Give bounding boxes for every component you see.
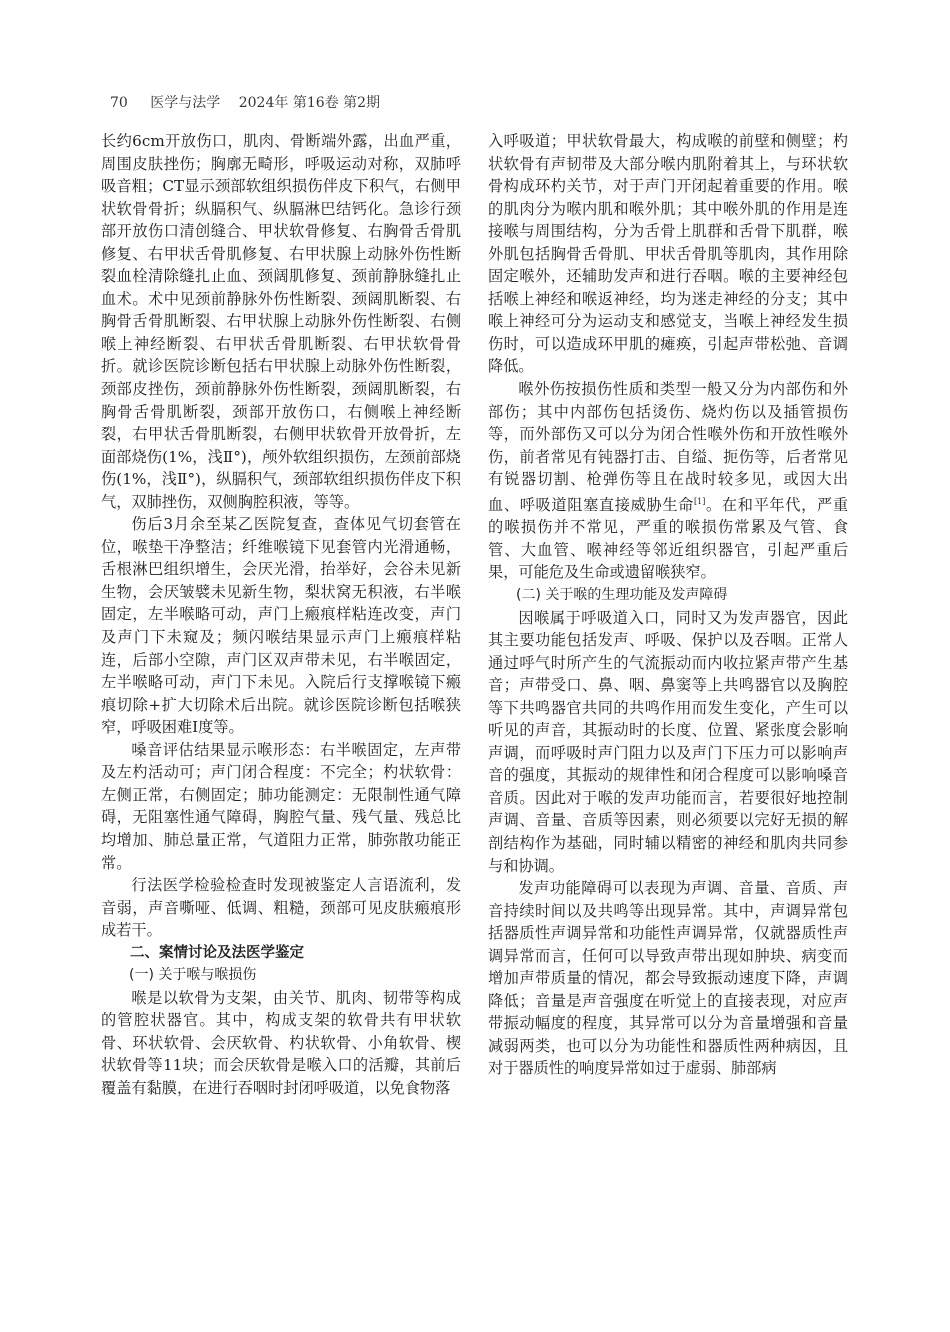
paragraph: 入呼吸道；甲状软骨最大，构成喉的前壁和侧壁；杓状软骨有声韧带及大部分喉内肌附着其上，与环状软骨构成环杓关节，对于声门开闭起着重要的作用。喉的肌肉分为喉内肌和喉外肌；其中喉外肌的作用是连接喉与周围结构，分为舌骨上肌群和舌骨下肌群，喉外肌包括胸骨舌骨肌、甲状舌骨肌等肌肉，其作用除固定喉外，还辅助发声和进行吞咽。喉的主要神经包括喉上神经和喉返神经，均为迷走神经的分支；其中喉上神经可分为运动支和感觉支，当喉上神经发生损伤时，可以造成环甲肌的瘫痪，引起声带松弛、音调降低。 bbox=[488, 132, 848, 376]
subsection-heading: (二) 关于喉的生理功能及发声障碍 bbox=[516, 587, 728, 603]
running-header bbox=[110, 92, 394, 112]
page-number: 70 bbox=[110, 95, 128, 111]
paragraph-text: 喉外伤按损伤性质和类型一般又分为内部伤和外部伤；其中内部伤包括烫伤、烧灼伤以及插管损伤等，而外部伤又可以分为闭合性喉外伤和开放性喉外伤，前者常见有钝器打击、自缢、扼伤等，后者常见有锐器切割、枪弹伤等且在战时较多见，或因大出血、呼吸道阻塞直接威胁生命 bbox=[488, 380, 848, 514]
left-column bbox=[101, 130, 461, 1250]
paragraph: 因喉属于呼吸道入口，同时又为发声器官，因此其主要功能包括发声、呼吸、保护以及吞咽。正常人通过呼气时所产生的气流振动而内收拉紧声带产生基音；声带受口、鼻、咽、鼻窦等上共鸣器官以及胸腔等下共鸣器官共同的共鸣作用而发生变化，产生可以听见的声音，其振动时的长度、位置、紧张度会影响声调，而呼吸时声门阻力以及声门下压力可以影响声音的强度，其振动的规律性和闭合程度可以影响嗓音音质。因此对于喉的发声功能而言，若要很好地控制声调、音量、音质等因素，则必须要以完好无损的解剖结构作为基础，同时辅以精密的神经和肌肉共同参与和协调。 bbox=[488, 608, 848, 875]
issue-info: 2024年 第16卷 第2期 bbox=[238, 95, 380, 111]
paragraph: 伤后3月余至某乙医院复查，查体见气切套管在位，喉垫干净整洁；纤维喉镜下见套管内光滑通畅，舌根淋巴组织增生，会厌光滑，抬举好，会谷未见新生物，会厌皱襞未见新生物，梨状窝无积液，右半喉固定，左半喉略可动，声门上瘢痕样粘连改变，声门及声门下未窥及；频闪喉结果显示声门上瘢痕样粘连，后部小空隙，声门区双声带未见，右半喉固定，左半喉略可动，声门下未见。入院后行支撑喉镜下瘢痕切除+扩大切除术后出院。就诊医院诊断包括喉狭窄，呼吸困难Ⅰ度等。 bbox=[101, 515, 461, 737]
paragraph: 长约6cm开放伤口，肌肉、骨断端外露，出血严重，周围皮肤挫伤；胸廓无畸形，呼吸运动对称，双肺呼吸音粗；CT显示颈部软组织损伤伴皮下积气，右侧甲状软骨骨折；纵膈积气、纵膈淋巴结钙化。急诊行颈部开放伤口清创缝合、甲状软骨修复、右胸骨舌骨肌修复、右甲状舌骨肌修复、右甲状腺上动脉外伤性断裂血栓清除缝扎止血、颈阔肌修复、颈前静脉缝扎止血术。术中见颈前静脉外伤性断裂、颈阔肌断裂、右胸骨舌骨肌断裂、右甲状腺上动脉外伤性断裂、右侧喉上神经断裂、右甲状舌骨肌断裂、右甲状软骨骨折。就诊医院诊断包括右甲状腺上动脉外伤性断裂，颈部皮挫伤，颈前静脉外伤性断裂，颈阔肌断裂，右胸骨舌骨肌断裂，颈部开放伤口，右侧喉上神经断裂，右甲状舌骨肌断裂，右侧甲状软骨开放骨折，左面部烧伤(1%，浅Ⅱ°)，颅外软组织损伤，左颈前部烧伤(1%，浅Ⅱ°)，纵膈积气，颈部软组织损伤伴皮下积气，双肺挫伤，双侧胸腔积液，等等。 bbox=[101, 132, 461, 511]
citation-ref[interactable]: [1] bbox=[694, 496, 706, 506]
journal-name: 医学与法学 bbox=[150, 95, 221, 111]
paragraph: 发声功能障碍可以表现为声调、音量、音质、声音持续时间以及共鸣等出现异常。其中，声调异常包括器质性声调异常和功能性声调异常，仅就器质性声调异常而言，任何可以导致声带出现如肿块、病变而增加声带质量的情况，都会导致振动速度下降，声调降低；音量是声音强度在听觉上的直接表现，对应声带振动幅度的程度，其异常可以分为音量增强和音量减弱两类，也可以分为功能性和器质性两种病因，且对于器质性的响度异常如过于虚弱、肺部病 bbox=[488, 879, 848, 1078]
paragraph: 行法医学检验检查时发现被鉴定人言语流利，发音弱，声音嘶哑、低调、粗糙，颈部可见皮肤瘢痕形成若干。 bbox=[101, 876, 461, 940]
paragraph bbox=[488, 378, 848, 584]
subsection-heading: (一) 关于喉与喉损伤 bbox=[129, 967, 257, 984]
right-column bbox=[488, 130, 848, 1250]
paragraph: 嗓音评估结果显示喉形态：右半喉固定，左声带及左杓活动可；声门闭合程度：不完全；杓状软骨：左侧正常，右侧固定；肺功能测定：无限制性通气障碍，无阻塞性通气障碍，胸腔气量、残气量、残总比均增加、肺总量正常，气道阻力正常，肺弥散功能正常。 bbox=[101, 740, 461, 872]
paragraph-text: 。在和平年代，严重的喉损伤并不常见，严重的喉损伤常累及气管、食管、大血管、喉神经等邻近组织器官，引起严重后果，可能危及生命或遗留喉狭窄。 bbox=[488, 495, 848, 582]
section-heading: 二、案情讨论及法医学鉴定 bbox=[130, 944, 304, 961]
paragraph: 喉是以软骨为支架，由关节、肌肉、韧带等构成的管腔状器官。其中，构成支架的软骨共有甲状软骨、环状软骨、会厌软骨、杓状软骨、小角软骨、楔状软骨等11块；而会厌软骨是喉入口的活瓣，其前后覆盖有黏膜，在进行吞咽时封闭呼吸道，以免食物落 bbox=[101, 988, 461, 1097]
